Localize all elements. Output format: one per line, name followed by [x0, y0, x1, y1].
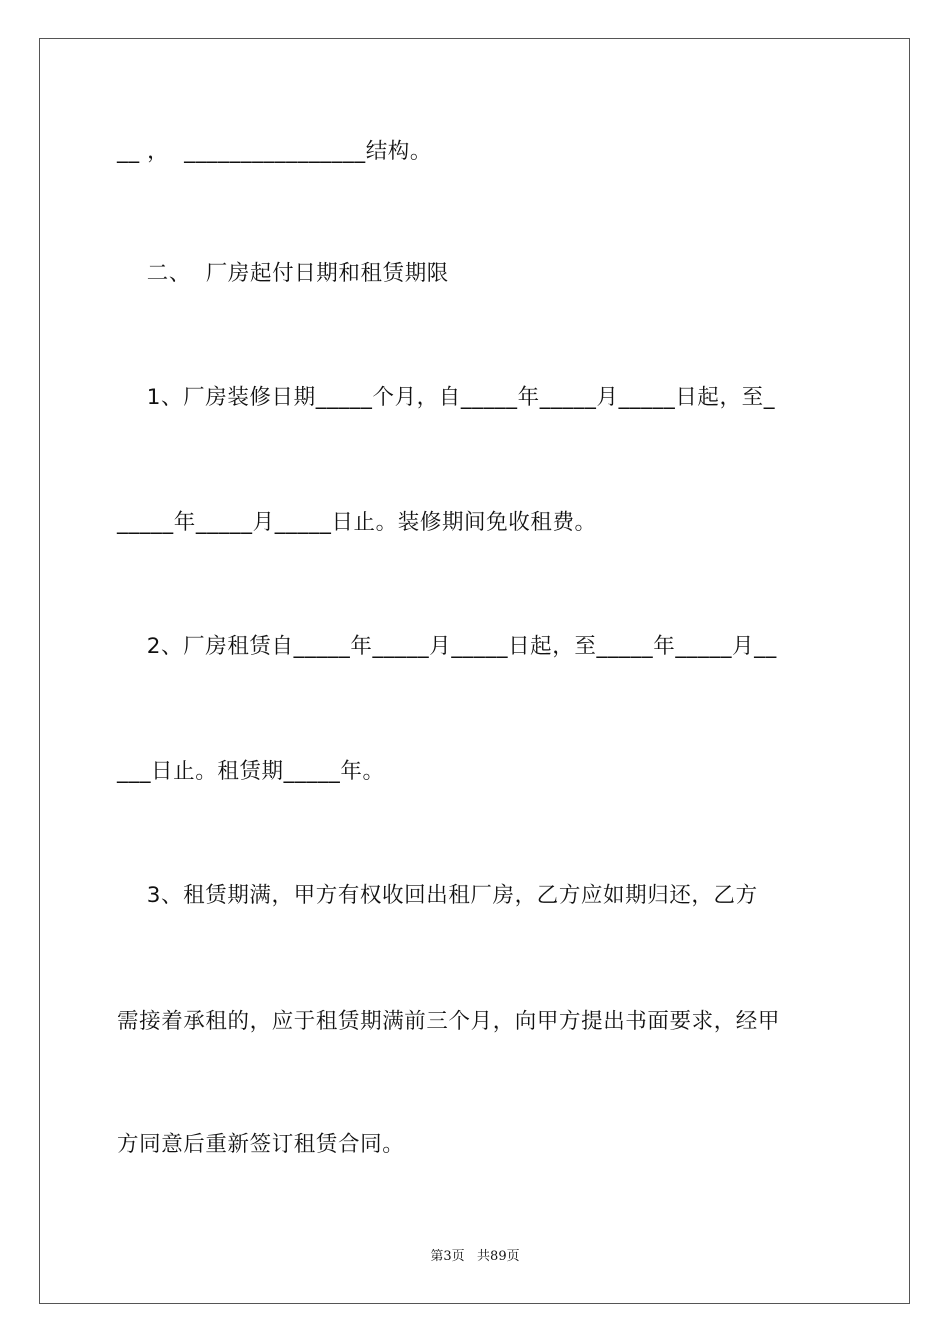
clause-2-line-2: ___日止。租赁期_____年。 — [117, 759, 385, 784]
clause-3-line-2: 需接着承租的，应于租赁期满前三个月，向甲方提出书面要求，经甲 — [117, 1009, 781, 1034]
clause-3-line-1: 3、租赁期满，甲方有权收回出租厂房，乙方应如期归还，乙方 — [117, 883, 758, 908]
clause-1-line-1: 1、厂房装修日期_____个月，自_____年_____月_____日起，至_ — [117, 385, 776, 410]
clause-1-line-2: _____年_____月_____日止。装修期间免收租费。 — [117, 510, 597, 535]
page-number-footer: 第3页 共89页 — [430, 1249, 520, 1264]
page-border — [39, 38, 910, 1304]
paragraph-structure-line: __ ， ________________结构。 — [117, 139, 433, 164]
section-heading: 二、 厂房起付日期和租赁期限 — [117, 261, 449, 286]
clause-2-line-1: 2、厂房租赁自_____年_____月_____日起，至_____年_____月__ — [117, 634, 777, 659]
clause-3-line-3: 方同意后重新签订租赁合同。 — [117, 1132, 405, 1157]
